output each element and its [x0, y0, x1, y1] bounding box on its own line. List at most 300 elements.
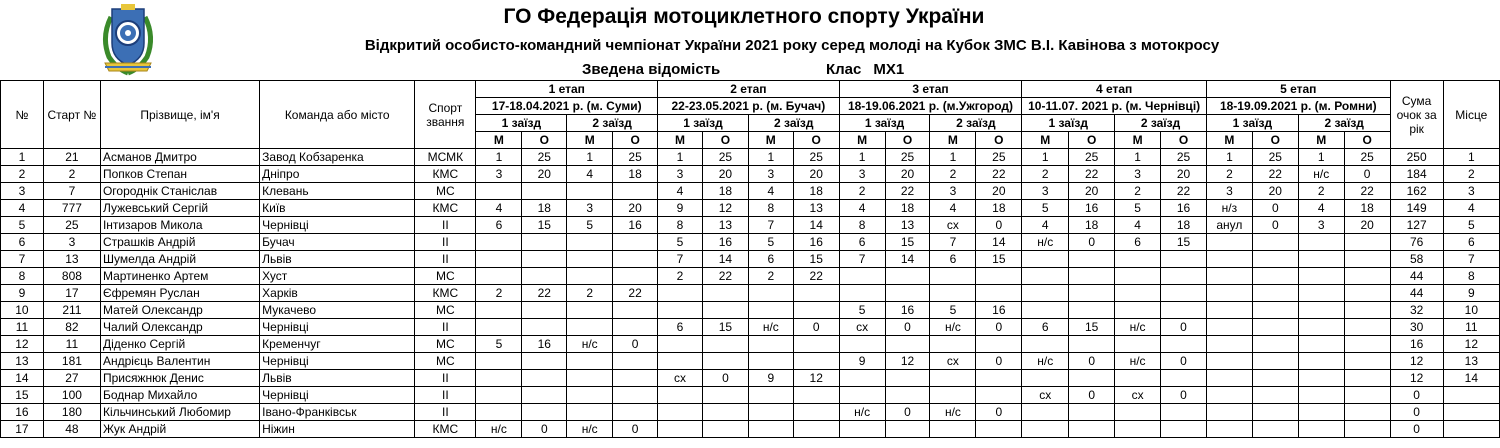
stage-3-label: 3 етап [839, 81, 1022, 98]
row-place: 6 [1443, 234, 1499, 251]
row-num: 3 [1, 183, 44, 200]
row-num: 6 [1, 234, 44, 251]
row-result-place: 4 [476, 200, 522, 217]
row-result-points [522, 183, 567, 200]
row-result-points [613, 319, 658, 336]
col-num: № [1, 81, 44, 149]
row-result-place: сх [1022, 387, 1069, 404]
row-num: 2 [1, 166, 44, 183]
table-row [1, 370, 1500, 387]
col-o-label: О [1252, 132, 1298, 149]
row-rider-name: Боднар Михайло [100, 387, 259, 404]
row-result-points: 0 [1161, 387, 1207, 404]
col-o-label: О [613, 132, 658, 149]
row-result-points [1161, 336, 1207, 353]
row-result-place [1115, 251, 1161, 268]
row-result-place [1022, 404, 1069, 421]
row-rider-name: Присяжнюк Денис [100, 370, 259, 387]
col-o-label: О [885, 132, 930, 149]
row-result-place [567, 387, 613, 404]
row-result-place: 3 [839, 166, 885, 183]
table-row [1, 404, 1500, 421]
row-result-points: 0 [976, 217, 1022, 234]
row-result-points: 18 [1344, 200, 1390, 217]
row-result-place [658, 387, 703, 404]
row-result-points: 13 [793, 200, 839, 217]
row-result-place: 2 [748, 268, 793, 285]
row-result-place: 4 [1298, 200, 1344, 217]
row-result-points: 22 [1252, 166, 1298, 183]
row-result-points [976, 336, 1022, 353]
col-m-label: М [658, 132, 703, 149]
row-result-place [748, 387, 793, 404]
row-result-points [1344, 251, 1390, 268]
row-result-points: 20 [793, 166, 839, 183]
col-rank: Спорт звання [415, 81, 476, 149]
row-result-points [702, 404, 748, 421]
row-result-points [522, 387, 567, 404]
row-rider-name: Асманов Дмитро [100, 149, 259, 166]
table-row [1, 217, 1500, 234]
row-result-points: 15 [885, 234, 930, 251]
row-result-place [567, 234, 613, 251]
row-result-points [702, 421, 748, 438]
row-result-place: 6 [930, 251, 976, 268]
row-result-place [1206, 404, 1252, 421]
row-place: 2 [1443, 166, 1499, 183]
row-total: 0 [1390, 387, 1443, 404]
row-team: Львів [260, 370, 415, 387]
row-result-points [1344, 387, 1390, 404]
row-result-points [522, 234, 567, 251]
row-start-number: 777 [43, 200, 100, 217]
row-result-points: 15 [1161, 234, 1207, 251]
row-result-points: 18 [793, 183, 839, 200]
row-result-place [1115, 421, 1161, 438]
row-result-place [476, 387, 522, 404]
stage-1-heat2-label: 2 заїзд [567, 115, 658, 132]
row-rank: КМС [415, 200, 476, 217]
row-result-place [476, 183, 522, 200]
row-rank: ІІ [415, 217, 476, 234]
row-result-place: 6 [839, 234, 885, 251]
row-result-points [1252, 285, 1298, 302]
row-team: Дніпро [260, 166, 415, 183]
row-result-place: н/с [1022, 234, 1069, 251]
row-place: 8 [1443, 268, 1499, 285]
stage-4-heat1-label: 1 заїзд [1022, 115, 1115, 132]
row-result-points: 0 [1069, 353, 1115, 370]
row-result-place: н/с [1298, 166, 1344, 183]
row-result-points [885, 268, 930, 285]
row-result-place: 5 [748, 234, 793, 251]
row-rank: МС [415, 353, 476, 370]
row-result-points: 22 [1161, 183, 1207, 200]
row-rank: ІІ [415, 234, 476, 251]
row-result-place [658, 302, 703, 319]
row-place: 10 [1443, 302, 1499, 319]
row-result-place [658, 336, 703, 353]
row-result-place: 2 [839, 183, 885, 200]
row-result-place [567, 268, 613, 285]
row-rank: МС [415, 336, 476, 353]
row-total: 184 [1390, 166, 1443, 183]
col-m-label: М [567, 132, 613, 149]
row-result-points: 14 [702, 251, 748, 268]
row-result-points [793, 336, 839, 353]
row-result-points: 0 [1069, 387, 1115, 404]
row-result-points: 0 [1344, 166, 1390, 183]
row-result-points [1069, 404, 1115, 421]
row-result-points [613, 370, 658, 387]
row-team: Кременчуг [260, 336, 415, 353]
row-result-place: анул [1206, 217, 1252, 234]
row-num: 5 [1, 217, 44, 234]
row-result-points [1252, 421, 1298, 438]
row-result-points [885, 387, 930, 404]
row-result-place [1206, 370, 1252, 387]
row-result-points: 22 [793, 268, 839, 285]
row-rider-name: Чалий Олександр [100, 319, 259, 336]
row-result-points: 18 [522, 200, 567, 217]
row-result-points [1344, 370, 1390, 387]
row-result-points: 15 [976, 251, 1022, 268]
table-row [1, 149, 1500, 166]
stage-5-date: 18-19.09.2021 р. (м. Ромни) [1206, 98, 1390, 115]
row-result-points [1161, 285, 1207, 302]
row-start-number: 13 [43, 251, 100, 268]
row-result-place [1206, 421, 1252, 438]
row-result-points: 12 [793, 370, 839, 387]
row-result-points: 20 [1252, 183, 1298, 200]
row-result-place: 4 [658, 183, 703, 200]
row-result-place [748, 302, 793, 319]
table-row [1, 336, 1500, 353]
row-result-place: 6 [1115, 234, 1161, 251]
row-result-points: 20 [1069, 183, 1115, 200]
row-start-number: 82 [43, 319, 100, 336]
row-result-points: 0 [976, 404, 1022, 421]
row-result-points: 25 [793, 149, 839, 166]
row-total: 44 [1390, 268, 1443, 285]
row-result-place [1206, 285, 1252, 302]
row-result-place [839, 421, 885, 438]
row-result-place [839, 387, 885, 404]
row-result-points [702, 302, 748, 319]
row-team: Івано-Франківськ [260, 404, 415, 421]
row-result-points [702, 336, 748, 353]
row-result-place: 1 [930, 149, 976, 166]
row-result-points: 0 [1252, 200, 1298, 217]
row-result-place [476, 251, 522, 268]
row-result-place [476, 319, 522, 336]
table-row [1, 421, 1500, 438]
row-result-place: 8 [658, 217, 703, 234]
row-result-place: сх [1115, 387, 1161, 404]
row-result-place [567, 302, 613, 319]
row-result-points: 22 [613, 285, 658, 302]
row-place: 1 [1443, 149, 1499, 166]
row-total: 76 [1390, 234, 1443, 251]
row-result-place: 1 [1115, 149, 1161, 166]
row-result-points: 25 [1069, 149, 1115, 166]
row-result-points: 18 [702, 183, 748, 200]
row-rank: МС [415, 183, 476, 200]
row-result-points [702, 285, 748, 302]
row-start-number: 21 [43, 149, 100, 166]
row-result-points [885, 421, 930, 438]
row-result-points: 25 [1344, 149, 1390, 166]
row-result-place [839, 336, 885, 353]
row-result-points [1344, 421, 1390, 438]
row-result-points: 25 [885, 149, 930, 166]
row-rider-name: Андрієць Валентин [100, 353, 259, 370]
row-num: 7 [1, 251, 44, 268]
row-rider-name: Шумелда Андрій [100, 251, 259, 268]
table-row [1, 387, 1500, 404]
row-result-points: 25 [1161, 149, 1207, 166]
row-result-place [1298, 370, 1344, 387]
row-place [1443, 421, 1499, 438]
row-result-points: 18 [976, 200, 1022, 217]
row-num: 15 [1, 387, 44, 404]
row-result-place [1298, 404, 1344, 421]
row-result-points [1252, 404, 1298, 421]
row-result-place [567, 319, 613, 336]
row-result-place [930, 421, 976, 438]
row-result-place [1022, 336, 1069, 353]
row-team: Львів [260, 251, 415, 268]
row-result-points [1344, 285, 1390, 302]
row-result-points: 0 [1161, 319, 1207, 336]
row-num: 10 [1, 302, 44, 319]
row-total: 30 [1390, 319, 1443, 336]
row-result-place [476, 404, 522, 421]
row-rank: КМС [415, 421, 476, 438]
row-result-points: 22 [976, 166, 1022, 183]
row-rank: ІІ [415, 251, 476, 268]
row-result-place: 2 [1115, 183, 1161, 200]
col-o-label: О [1069, 132, 1115, 149]
row-result-points [1161, 251, 1207, 268]
row-result-place: н/с [930, 404, 976, 421]
row-rank: ІІ [415, 370, 476, 387]
row-team: Завод Кобзаренка [260, 149, 415, 166]
row-result-place [930, 336, 976, 353]
row-result-place: 2 [1298, 183, 1344, 200]
row-rider-name: Єфремян Руслан [100, 285, 259, 302]
row-start-number: 808 [43, 268, 100, 285]
stage-3-heat2-label: 2 заїзд [930, 115, 1022, 132]
row-result-points: 25 [522, 149, 567, 166]
row-result-points [1344, 302, 1390, 319]
row-result-points: 0 [702, 370, 748, 387]
row-total: 149 [1390, 200, 1443, 217]
row-result-place [1022, 421, 1069, 438]
row-result-place [930, 387, 976, 404]
row-result-points [522, 302, 567, 319]
page-subtitle: Відкритий особисто-командний чемпіонат України 2021 року серед молоді на Кубок ЗМС В.І. Кавінова з мотокросу [364, 37, 1220, 54]
col-m-label: М [748, 132, 793, 149]
stage-4-heat2-label: 2 заїзд [1115, 115, 1207, 132]
row-result-points: 16 [1161, 200, 1207, 217]
row-result-points: 12 [702, 200, 748, 217]
table-row [1, 302, 1500, 319]
row-result-points [1161, 404, 1207, 421]
row-team: Хуст [260, 268, 415, 285]
row-result-place [658, 404, 703, 421]
row-result-points [1161, 268, 1207, 285]
table-row [1, 319, 1500, 336]
row-result-place: 3 [476, 166, 522, 183]
row-result-place [1206, 234, 1252, 251]
row-result-points [1069, 421, 1115, 438]
row-result-place: н/с [930, 319, 976, 336]
row-result-place: 6 [658, 319, 703, 336]
col-o-label: О [1344, 132, 1390, 149]
row-total: 162 [1390, 183, 1443, 200]
summary-label: Зведена відомість [582, 61, 721, 78]
row-rider-name: Інтизаров Микола [100, 217, 259, 234]
table-row [1, 183, 1500, 200]
row-result-place: 3 [1298, 217, 1344, 234]
row-total: 16 [1390, 336, 1443, 353]
row-result-place: 7 [658, 251, 703, 268]
row-result-place: 3 [748, 166, 793, 183]
row-result-points: 22 [522, 285, 567, 302]
row-result-points: 20 [1161, 166, 1207, 183]
row-result-points [1252, 251, 1298, 268]
row-result-place: н/с [748, 319, 793, 336]
row-result-place: 8 [748, 200, 793, 217]
row-result-place: 5 [476, 336, 522, 353]
col-m-label: М [839, 132, 885, 149]
row-place: 3 [1443, 183, 1499, 200]
row-result-points: 18 [613, 166, 658, 183]
row-result-place: сх [839, 319, 885, 336]
row-num: 17 [1, 421, 44, 438]
row-result-place [839, 370, 885, 387]
row-result-points: 15 [1069, 319, 1115, 336]
row-result-points: 22 [702, 268, 748, 285]
row-result-points [793, 285, 839, 302]
row-team: Бучач [260, 234, 415, 251]
row-result-place [839, 268, 885, 285]
row-result-place [748, 353, 793, 370]
row-result-points: 16 [522, 336, 567, 353]
row-result-place [1115, 285, 1161, 302]
stage-2-date: 22-23.05.2021 р. (м. Бучач) [658, 98, 840, 115]
stage-3-heat1-label: 1 заїзд [839, 115, 930, 132]
row-result-points [613, 404, 658, 421]
row-rank: МСМК [415, 149, 476, 166]
row-start-number: 25 [43, 217, 100, 234]
row-result-points [522, 353, 567, 370]
row-result-place: 4 [1115, 217, 1161, 234]
row-result-points: 22 [885, 183, 930, 200]
row-result-points: 15 [702, 319, 748, 336]
table-row [1, 285, 1500, 302]
stage-2-heat1-label: 1 заїзд [658, 115, 749, 132]
row-result-place: 6 [476, 217, 522, 234]
row-team: Харків [260, 285, 415, 302]
row-result-place: 2 [1206, 166, 1252, 183]
row-result-place [476, 370, 522, 387]
row-result-points [1252, 353, 1298, 370]
row-result-points: 25 [702, 149, 748, 166]
col-m-label: М [1115, 132, 1161, 149]
table-body [1, 149, 1500, 438]
row-team: Ніжин [260, 421, 415, 438]
row-result-place [1115, 268, 1161, 285]
row-result-points: 16 [1069, 200, 1115, 217]
row-result-points: 0 [885, 404, 930, 421]
row-result-points: 13 [702, 217, 748, 234]
row-result-points [613, 387, 658, 404]
row-result-place: 3 [1206, 183, 1252, 200]
row-result-points [885, 336, 930, 353]
row-result-points [793, 387, 839, 404]
row-result-points [1344, 404, 1390, 421]
row-result-place [1206, 251, 1252, 268]
row-result-place [839, 285, 885, 302]
row-result-points: 0 [885, 319, 930, 336]
row-place: 5 [1443, 217, 1499, 234]
row-result-place: 7 [839, 251, 885, 268]
row-result-place [1022, 285, 1069, 302]
row-result-points: 25 [976, 149, 1022, 166]
row-result-points: 0 [613, 421, 658, 438]
row-total: 12 [1390, 353, 1443, 370]
row-result-points: 20 [885, 166, 930, 183]
row-result-place [1298, 353, 1344, 370]
stage-2-label: 2 етап [658, 81, 840, 98]
stage-5-label: 5 етап [1206, 81, 1390, 98]
row-rider-name: Огороднік Станіслав [100, 183, 259, 200]
row-result-place [748, 421, 793, 438]
row-result-points [976, 370, 1022, 387]
row-num: 11 [1, 319, 44, 336]
row-total: 127 [1390, 217, 1443, 234]
row-result-place: 4 [748, 183, 793, 200]
row-result-place: 5 [1115, 200, 1161, 217]
row-result-points [793, 302, 839, 319]
row-start-number: 100 [43, 387, 100, 404]
row-rider-name: Матей Олександр [100, 302, 259, 319]
row-rider-name: Страшків Андрій [100, 234, 259, 251]
row-result-place: 7 [930, 234, 976, 251]
row-result-points [1252, 268, 1298, 285]
row-rank: ІІ [415, 387, 476, 404]
table-row [1, 200, 1500, 217]
row-team: Чернівці [260, 353, 415, 370]
row-result-points: 0 [1161, 353, 1207, 370]
row-result-place: н/с [1115, 353, 1161, 370]
row-team: Чернівці [260, 217, 415, 234]
col-o-label: О [522, 132, 567, 149]
row-result-place: н/с [1115, 319, 1161, 336]
row-result-points [1069, 285, 1115, 302]
row-result-points: 18 [1161, 217, 1207, 234]
row-place: 9 [1443, 285, 1499, 302]
table-row [1, 251, 1500, 268]
row-result-points: 25 [613, 149, 658, 166]
row-result-place: сх [658, 370, 703, 387]
row-total: 12 [1390, 370, 1443, 387]
row-result-place: 2 [567, 285, 613, 302]
row-rider-name: Кільчинський Любомир [100, 404, 259, 421]
row-result-points: 20 [976, 183, 1022, 200]
